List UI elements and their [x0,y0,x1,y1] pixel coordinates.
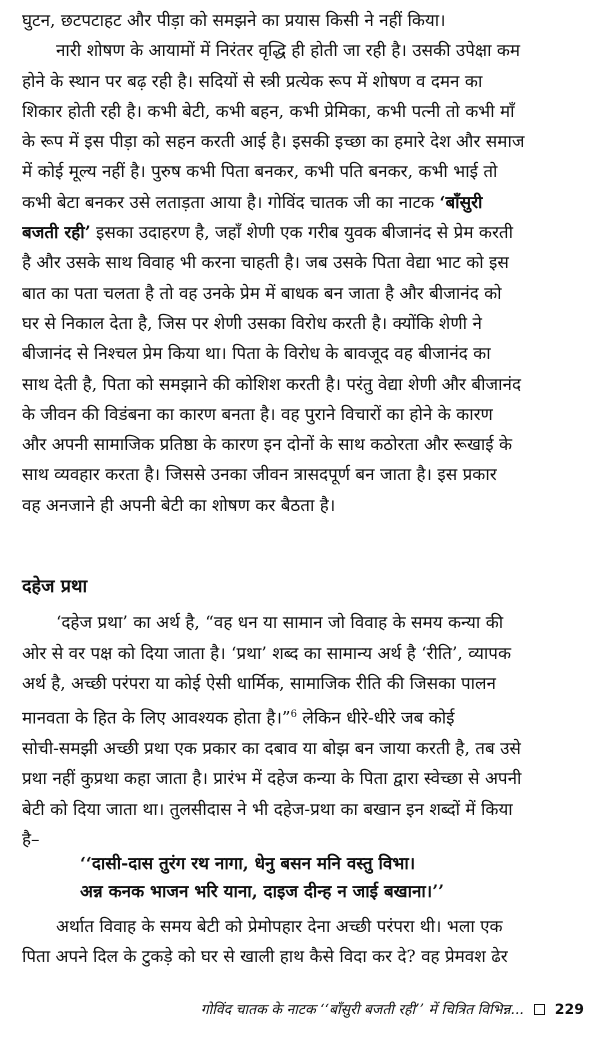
paragraph-line: घुटन, छटपटाहट और पीड़ा को समझने का प्रयास किसी ने नहीं किया। [22,11,446,31]
section-heading: दहेज प्रथा [22,576,88,597]
paragraph-line: अर्थात विवाह के समय बेटी को प्रेमोपहार देना अच्छी परंपरा थी। भला एक [56,917,503,937]
paragraph-line: बीजानंद से निश्चल प्रेम किया था। पिता के विरोध के बावजूद वह बीजानंद का [22,344,491,365]
paragraph-text: इसका उदाहरण है, जहाँ शेणी एक गरीब युवक बीजानंद से प्रेम करती [90,223,514,244]
paragraph-line: है– [22,830,40,851]
paragraph-line: घर से निकाल देता है, जिस पर शेणी उसका विरोध करती है। क्योंकि शेणी ने [22,313,482,334]
paragraph-line: साथ देती है, पिता को समझाने की कोशिश करती है। परंतु वेद्या शेणी और बीजानंद [22,374,521,395]
paragraph-line: है और उसके साथ विवाह भी करना चाहती है। जब उसके पिता वेद्या भाट को इस [22,253,509,274]
section-continuation [22,912,582,972]
paragraph-line: अर्थ है, अच्छी परंपरा या कोई ऐसी धार्मिक, सामाजिक रीति की जिसका पालन [22,674,496,694]
paragraph-line: ओर से वर पक्ष को दिया जाता है। ‘प्रथा’ शब्द का सामान्य अर्थ है ‘रीति’, व्यापक [22,643,511,664]
paragraph-line [22,700,582,734]
running-title: गोविंद चातक के नाटक ‘‘बाँसुरी बजती रही’’ में चित्रित विभिन्न... [200,1002,524,1018]
paragraph-line: ‘दहेज प्रथा’ का अर्थ है, “वह धन या सामान जो विवाह के समय कन्या की [56,613,504,633]
paragraph-line: में कोई मूल्य नहीं है। पुरुष कभी पिता बनकर, कभी पति बनकर, कभी भाई तो [22,162,498,183]
page-footer [60,1000,584,1019]
paragraph-line: पिता अपने दिल के टुकड़े को घर से खाली हाथ कैसे विदा कर दे? वह प्रेमवश ढेर [22,947,508,967]
paragraph-line: साथ व्यवहार करता है। जिससे उनका जीवन त्रासदपूर्ण बन जाता है। इस प्रकार [22,465,497,486]
quote-line: अन्न कनक भाजन भरि याना, दाइज दीन्ह न जाई बखाना।’’ [80,882,445,902]
paragraph-line: होने के स्थान पर बढ़ रही है। सदियों से स्त्री प्रत्येक रूप में शोषण व दमन का [22,71,483,92]
page-number: 229 [554,1002,584,1018]
quote-line: ‘‘दासी-दास तुरंग रथ नागा, धेनु बसन मनि वस्तु विभा। [80,854,416,874]
paragraph-line: नारी शोषण के आयामों में निरंतर वृद्धि ही होती जा रही है। उसकी उपेक्षा कम [56,41,521,62]
paragraph-text: लेकिन धीरे-धीरे जब कोई [296,708,455,729]
footnote-marker: 6 [290,708,297,720]
paragraph-line: प्रथा नहीं कुप्रथा कहा जाता है। प्रारंभ में दहेज कन्या के पिता द्वारा स्वेच्छा से अपनी [22,769,522,790]
section-nari-shoshan [22,6,582,521]
paragraph-line: शिकार होती रही है। कभी बेटी, कभी बहन, कभी प्रेमिका, कभी पत्नी तो कभी माँ [22,101,515,122]
section-dahej-pratha [22,608,582,856]
paragraph-line: बेटी को दिया जाता था। तुलसीदास ने भी दहेज-प्रथा का बखान इन शब्दों में किया [22,799,513,820]
square-bullet-icon [534,1004,545,1015]
play-title: ‘बाँसुरी [439,192,483,213]
paragraph-line: और अपनी सामाजिक प्रतिष्ठा के कारण इन दोनों के साथ कठोरता और रूखाई के [22,435,513,456]
paragraph-line: बात का पता चलता है तो वह उनके प्रेम में बाधक बन जाता है और बीजानंद को [22,283,502,304]
paragraph-line: के जीवन की विडंबना का कारण बनता है। वह पुराने विचारों का होने के कारण [22,404,493,425]
paragraph-line: सोची-समझी अच्छी प्रथा एक प्रकार का दबाव या बोझ बन जाया करती है, तब उसे [22,738,521,759]
paragraph-line [22,188,582,218]
tulsidas-quote [80,850,444,906]
paragraph-text: कभी बेटा बनकर उसे लताड़ता आया है। गोविंद चातक जी का नाटक [22,192,435,213]
paragraph-text: मानवता के हित के लिए आवश्यक होता है।” [22,708,291,729]
play-title-continued: बजती रही’ [22,223,91,244]
paragraph-line: वह अनजाने ही अपनी बेटी का शोषण कर बैठता है। [22,495,336,516]
paragraph-line: के रूप में इस पीड़ा को सहन करती आई है। इसकी इच्छा का हमारे देश और समाज [22,132,525,153]
paragraph-line [22,218,582,248]
